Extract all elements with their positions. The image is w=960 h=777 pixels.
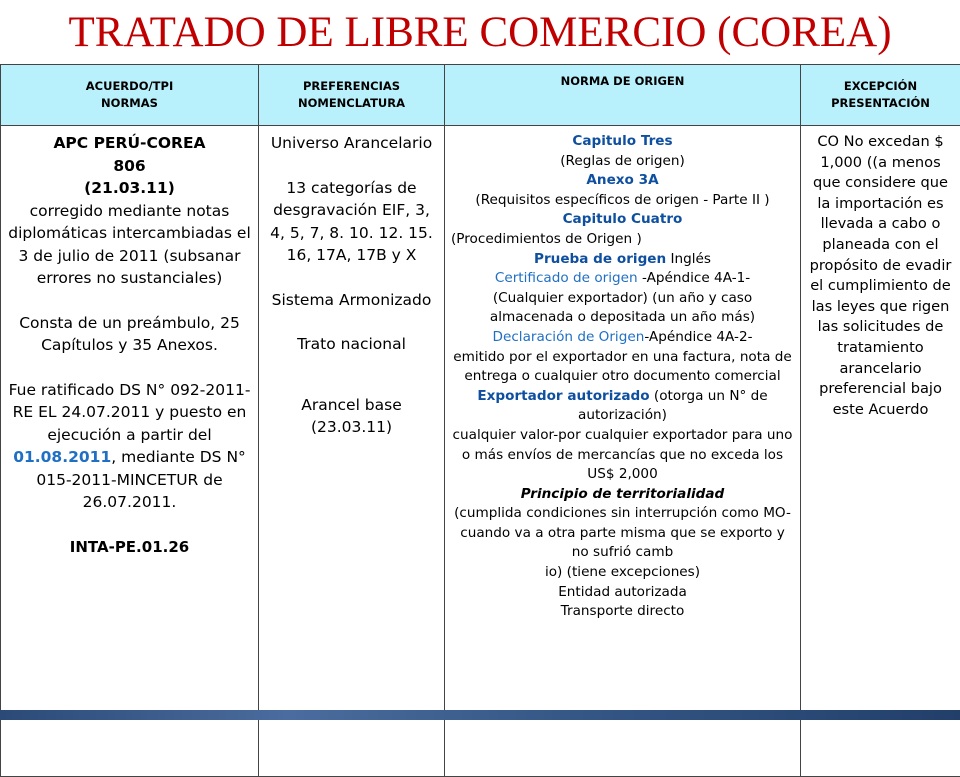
header-line: EXCEPCIÓN bbox=[805, 78, 956, 95]
agreement-code: INTA-PE.01.26 bbox=[7, 536, 252, 559]
national-treatment-text: Trato nacional bbox=[265, 333, 438, 356]
chapter-three: Capitulo Tres bbox=[451, 132, 794, 152]
chapter-four-sub: (Procedimientos de Origen ) bbox=[451, 230, 794, 250]
value-note: cualquier valor-por cualquier exportador para uno o más envíos de mercancías que no exceda los US$ 2,000 bbox=[451, 426, 794, 485]
chapter-four: Capitulo Cuatro bbox=[451, 210, 794, 230]
preamble-text: Consta de un preámbulo, 25 Capítulos y 35 Anexos. bbox=[7, 312, 252, 357]
territoriality-note: (cumplida condiciones sin interrupción como MO-cuando va a otra parte misma que se exporto y no sufrió camb bbox=[451, 504, 794, 563]
exporter-label: Exportador autorizado bbox=[477, 388, 649, 404]
chapter-three-sub: (Reglas de origen) bbox=[451, 152, 794, 172]
header-acuerdo bbox=[1, 65, 259, 126]
direct-transport: Transporte directo bbox=[451, 602, 794, 622]
cell-acuerdo bbox=[1, 126, 259, 777]
page-title: TRATADO DE LIBRE COMERCIO (COREA) bbox=[0, 6, 960, 60]
header-line: PREFERENCIAS bbox=[263, 78, 440, 95]
effective-date: 01.08.2011 bbox=[13, 448, 111, 466]
exception-text: CO No excedan $ 1,000 ((a menos que considere que la importación es llevada a cabo o planeada con el propósito de evadir el cumplimiento de las leyes que rigen las solicitudes de tratamiento arancelario preferencial bajo este Acuerdo bbox=[807, 132, 954, 420]
certificate-label: Certificado de origen bbox=[495, 270, 638, 286]
certificate-line bbox=[451, 269, 794, 289]
agreement-name: APC PERÚ-COREA bbox=[7, 132, 252, 155]
header-row bbox=[1, 65, 960, 126]
universe-text: Universo Arancelario bbox=[265, 132, 438, 155]
header-excepcion bbox=[801, 65, 960, 126]
header-preferencias bbox=[259, 65, 445, 126]
agreement-date: (21.03.11) bbox=[7, 177, 252, 200]
harmonized-text: Sistema Armonizado bbox=[265, 289, 438, 312]
header-line: PRESENTACIÓN bbox=[805, 95, 956, 112]
proof-lang: Inglés bbox=[666, 251, 711, 267]
cell-norma-origen bbox=[445, 126, 801, 777]
cell-preferencias bbox=[259, 126, 445, 777]
ratification-post: , mediante DS N° 015-2011-MINCETUR de 26.07.2011. bbox=[36, 448, 245, 511]
exporter-line bbox=[451, 387, 794, 426]
content-row bbox=[1, 126, 960, 777]
base-tariff-text: Arancel base (23.03.11) bbox=[265, 394, 438, 439]
exporter-rest: (otorga un N° de autorización) bbox=[578, 388, 768, 424]
annex-3a: Anexo 3A bbox=[451, 171, 794, 191]
agreement-number: 806 bbox=[7, 155, 252, 178]
corrected-text: corregido mediante notas diplomáticas intercambiadas el 3 de julio de 2011 (subsanar errores no sustanciales) bbox=[7, 200, 252, 290]
declaration-note: emitido por el exportador en una factura, nota de entrega o cualquier otro documento comercial bbox=[451, 348, 794, 387]
header-line: ACUERDO/TPI bbox=[5, 78, 254, 95]
header-line: NOMENCLATURA bbox=[263, 95, 440, 112]
territoriality-note-2: io) (tiene excepciones) bbox=[451, 563, 794, 583]
ratification-text bbox=[7, 379, 252, 514]
header-line: NORMA DE ORIGEN bbox=[449, 73, 796, 90]
certificate-note: (Cualquier exportador) (un año y caso almacenada o depositada un año más) bbox=[451, 289, 794, 328]
authorized-entity: Entidad autorizada bbox=[451, 583, 794, 603]
header-line: NORMAS bbox=[5, 95, 254, 112]
territoriality-label: Principio de territorialidad bbox=[451, 485, 794, 505]
ratification-pre: Fue ratificado DS N° 092-2011-RE EL 24.07.2011 y puesto en ejecución a partir del bbox=[9, 381, 251, 444]
proof-of-origin bbox=[451, 250, 794, 270]
declaration-rest: -Apéndice 4A-2- bbox=[644, 329, 752, 345]
agreement-table bbox=[0, 64, 960, 777]
categories-text: 13 categorías de desgravación EIF, 3, 4, 5, 7, 8. 10. 12. 15. 16, 17A, 17B y X bbox=[265, 177, 438, 267]
declaration-label: Declaración de Origen bbox=[492, 329, 644, 345]
annex-3a-sub: (Requisitos específicos de origen - Parte II ) bbox=[451, 191, 794, 211]
header-norma-origen bbox=[445, 65, 801, 126]
footer-bar bbox=[0, 710, 960, 720]
declaration-line bbox=[451, 328, 794, 348]
certificate-rest: -Apéndice 4A-1- bbox=[638, 270, 751, 286]
cell-excepcion bbox=[801, 126, 960, 777]
proof-label: Prueba de origen bbox=[534, 251, 666, 267]
